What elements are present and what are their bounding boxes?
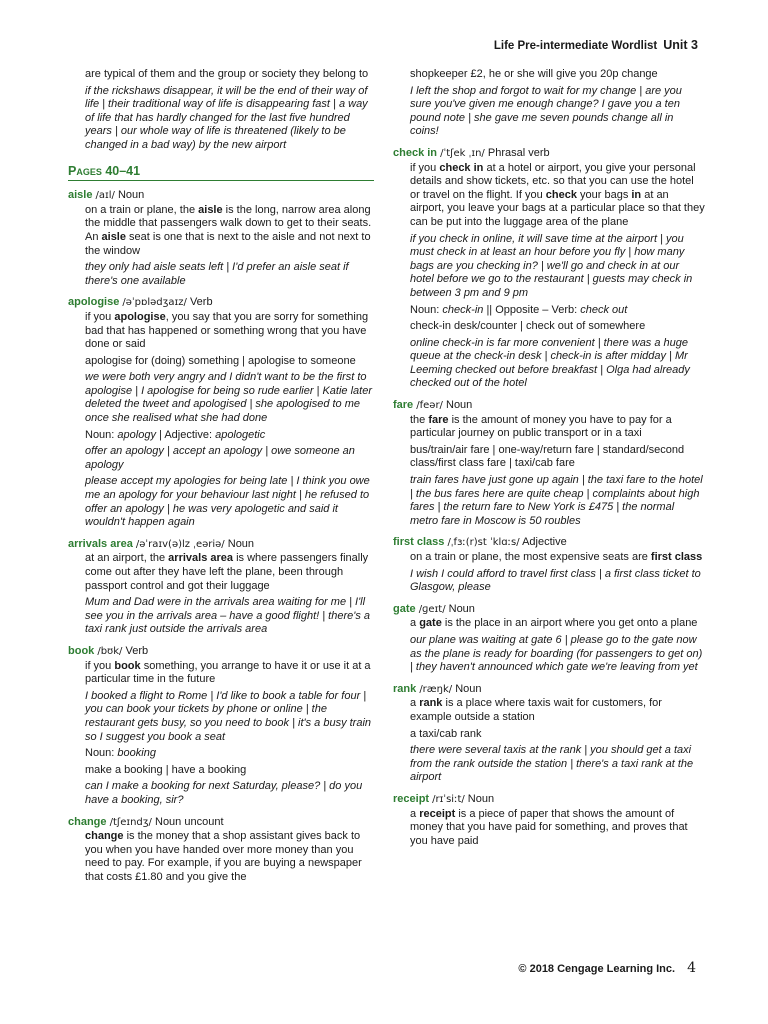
part-of-speech: Noun	[448, 602, 475, 615]
entry-gate	[393, 603, 705, 675]
right-column	[393, 68, 705, 851]
examples: they only had aisle seats left | I'd prefer an aisle seat if there's one available	[85, 261, 349, 287]
entry-book	[68, 645, 374, 808]
collocations: a taxi/cab rank	[410, 727, 482, 740]
part-of-speech: Noun	[455, 682, 482, 695]
collocations: check-in desk/counter | check out of somewhere	[410, 320, 646, 333]
unit-label: Unit 3	[663, 38, 698, 52]
continued-entry	[68, 68, 374, 153]
examples: offer an apology | accept an apology | owe someone an apology	[85, 445, 355, 471]
part-of-speech: Adjective	[522, 536, 567, 549]
entry-apologise	[68, 296, 374, 530]
entry-fare	[393, 399, 705, 528]
left-column	[68, 68, 374, 887]
examples: there were several taxis at the rank | you should get a taxi from the rank outside the station | there's a taxi rank at the airport	[410, 744, 694, 784]
headword: book	[68, 644, 95, 657]
entry-change	[68, 816, 374, 885]
headword: check in	[393, 146, 438, 159]
headword: fare	[393, 399, 414, 412]
examples: if you check in online, it will save time at the airport | you must check in at least an hour before you fly | how many bags are you checking in? | we'll go and check in at our hotel before we go to the restaurant | guests may check in between 3 pm and 9 pm	[410, 232, 693, 299]
pronunciation: /bʊk/	[97, 645, 123, 657]
part-of-speech: Noun	[446, 399, 473, 412]
definition: a gate is the place in an airport where you get onto a plane	[410, 617, 698, 630]
definition: are typical of them and the group or society they belong to	[85, 68, 369, 80]
page-footer	[518, 960, 696, 976]
examples: please accept my apologies for being late | I think you owe me an apology for your behaviour last night | he refused to offer an apology | he was very apologetic and said it wouldn't happen again	[85, 475, 370, 529]
pronunciation: /rɪˈsiːt/	[432, 793, 465, 805]
headword: receipt	[393, 792, 430, 805]
examples: I booked a flight to Rome | I'd like to book a table for four | you can book your tickets by phone or online | the restaurant gets busy, so you need to book | it's a busy train so I suggest you book a seat	[85, 689, 372, 743]
definition: if you apologise, you say that you are sorry for something bad that has happened or something wrong that you have done or said	[85, 310, 369, 351]
definition: at an airport, the arrivals area is where passengers finally come out after they have left the plane, been through passport control and got their luggage	[85, 552, 369, 592]
entry-receipt	[393, 793, 705, 848]
wordlist-title: Life Pre-intermediate Wordlist	[493, 40, 658, 52]
pronunciation: /ˈtʃek ˌɪn/	[440, 147, 485, 159]
pages-heading: Pages 40–41	[68, 165, 374, 182]
definition: on a train or plane, the most expensive seats are first class	[410, 551, 703, 563]
definition: a receipt is a piece of paper that shows the amount of money that you have paid for something, and proves that you have paid	[410, 807, 688, 847]
page-number: 4	[687, 960, 696, 976]
part-of-speech: Noun	[467, 792, 495, 805]
pronunciation: /ræŋk/	[419, 683, 453, 695]
pronunciation: /ɡeɪt/	[418, 603, 446, 615]
headword: aisle	[68, 189, 93, 202]
part-of-speech: Noun	[117, 189, 145, 202]
examples: can I make a booking for next Saturday, please? | do you have a booking, sir?	[85, 780, 363, 806]
examples: our plane was waiting at gate 6 | please go to the gate now as the plane is ready for boarding (for passengers to get on) | they haven't announced which gate we're leaving from yet	[410, 633, 703, 674]
collocations: apologise for (doing) something | apologise to someone	[85, 354, 356, 367]
continued-entry	[393, 68, 705, 139]
page-header	[494, 38, 698, 52]
examples: online check-in is far more convenient | there was a huge queue at the check-in desk | check-in is after midday | Mr Leeming checked out before breakfast | Olga had already checked out of the hotel	[410, 336, 690, 390]
part-of-speech: Verb	[125, 644, 149, 657]
pronunciation: /əˈraɪv(ə)lz ˌeəriə/	[135, 538, 225, 550]
examples: I left the shop and forgot to wait for my change | are you sure you've given me enough change? I gave you a ten pound note | she gave me seven pounds change all in coins!	[410, 84, 682, 138]
headword: gate	[393, 602, 416, 615]
part-of-speech: Noun	[227, 537, 255, 550]
pronunciation: /əˈpɒlədʒaɪz/	[122, 297, 187, 309]
examples: train fares have just gone up again | the taxi fare to the hotel | the bus fares here are quite cheap | complaints about high fares | the return fare to New York is £475 | the normal metro fare in Moscow is 50 roubles	[410, 474, 703, 527]
definition: if you book something, you arrange to have it or use it at a particular time in the future	[85, 659, 371, 686]
part-of-speech: Verb	[189, 296, 213, 309]
related-forms: Noun: apology | Adjective: apologetic	[85, 428, 266, 441]
entry-aisle	[68, 189, 374, 288]
pronunciation: /tʃeɪndʒ/	[109, 816, 152, 828]
definition: shopkeeper £2, he or she will give you 20p change	[410, 68, 658, 80]
examples: if the rickshaws disappear, it will be the end of their way of life | their traditional way of life is disappearing fast | a way of life that has hardly changed for the last five hundred years | our whole way of life is threatened (likely to be changed in a bad way) by the new airport	[85, 84, 368, 151]
headword: first class	[393, 536, 445, 549]
definition: if you check in at a hotel or airport, you give your personal details and show tickets, etc. so that you can use the hotel or travel on the flight. If you check your bags in at an airport, you leave your bags at a particular place so that they can be put into the luggage area of the plane	[410, 161, 705, 228]
collocations: bus/train/air fare | one-way/return fare | standard/second class/first class fare | taxi/cab fare	[410, 443, 685, 470]
collocations: make a booking | have a booking	[85, 763, 247, 776]
copyright: © 2018 Cengage Learning Inc.	[518, 963, 676, 975]
part-of-speech: Phrasal verb	[487, 146, 550, 159]
examples: we were both very angry and I didn't want to be the first to apologise | I apologise for being so rude earlier | Katie later deleted the tweet and apologised | she apologised to me once she realised what she had done	[85, 371, 372, 425]
definition: on a train or plane, the aisle is the long, narrow area along the middle that passengers walk down to get to their seats. An aisle seat is one that is next to the aisle and not next to the window	[85, 203, 372, 257]
headword: apologise	[68, 296, 120, 309]
headword: arrivals area	[68, 537, 133, 550]
entry-check-in	[393, 147, 705, 391]
part-of-speech: Noun uncount	[155, 815, 224, 828]
headword: rank	[393, 682, 417, 695]
related-forms: Noun: check-in || Opposite – Verb: check out	[410, 303, 628, 316]
examples: Mum and Dad were in the arrivals area waiting for me | I'll see you in the arrivals area – have a good flight! | there's a taxi rank just outside the arrivals area	[85, 596, 371, 636]
entry-rank	[393, 683, 705, 785]
pronunciation: /feər/	[416, 400, 443, 412]
definition: the fare is the amount of money you have to pay for a particular journey on public transport or in a taxi	[410, 413, 672, 440]
definition: a rank is a place where taxis wait for customers, for example outside a station	[410, 697, 662, 723]
pronunciation: /aɪl/	[95, 190, 115, 202]
entry-first-class	[393, 536, 705, 594]
definition: change is the money that a shop assistant gives back to you when you have handed over more money than you need to pay. For example, if you are buying a newspaper that costs £1.80 and you give the	[85, 830, 362, 883]
entry-arrivals-area	[68, 538, 374, 637]
headword: change	[68, 815, 107, 828]
pronunciation: /ˌfɜː(r)st ˈklɑːs/	[447, 537, 520, 549]
related-forms: Noun: booking	[85, 747, 156, 760]
examples: I wish I could afford to travel first class | a first class ticket to Glasgow, please	[410, 567, 701, 594]
